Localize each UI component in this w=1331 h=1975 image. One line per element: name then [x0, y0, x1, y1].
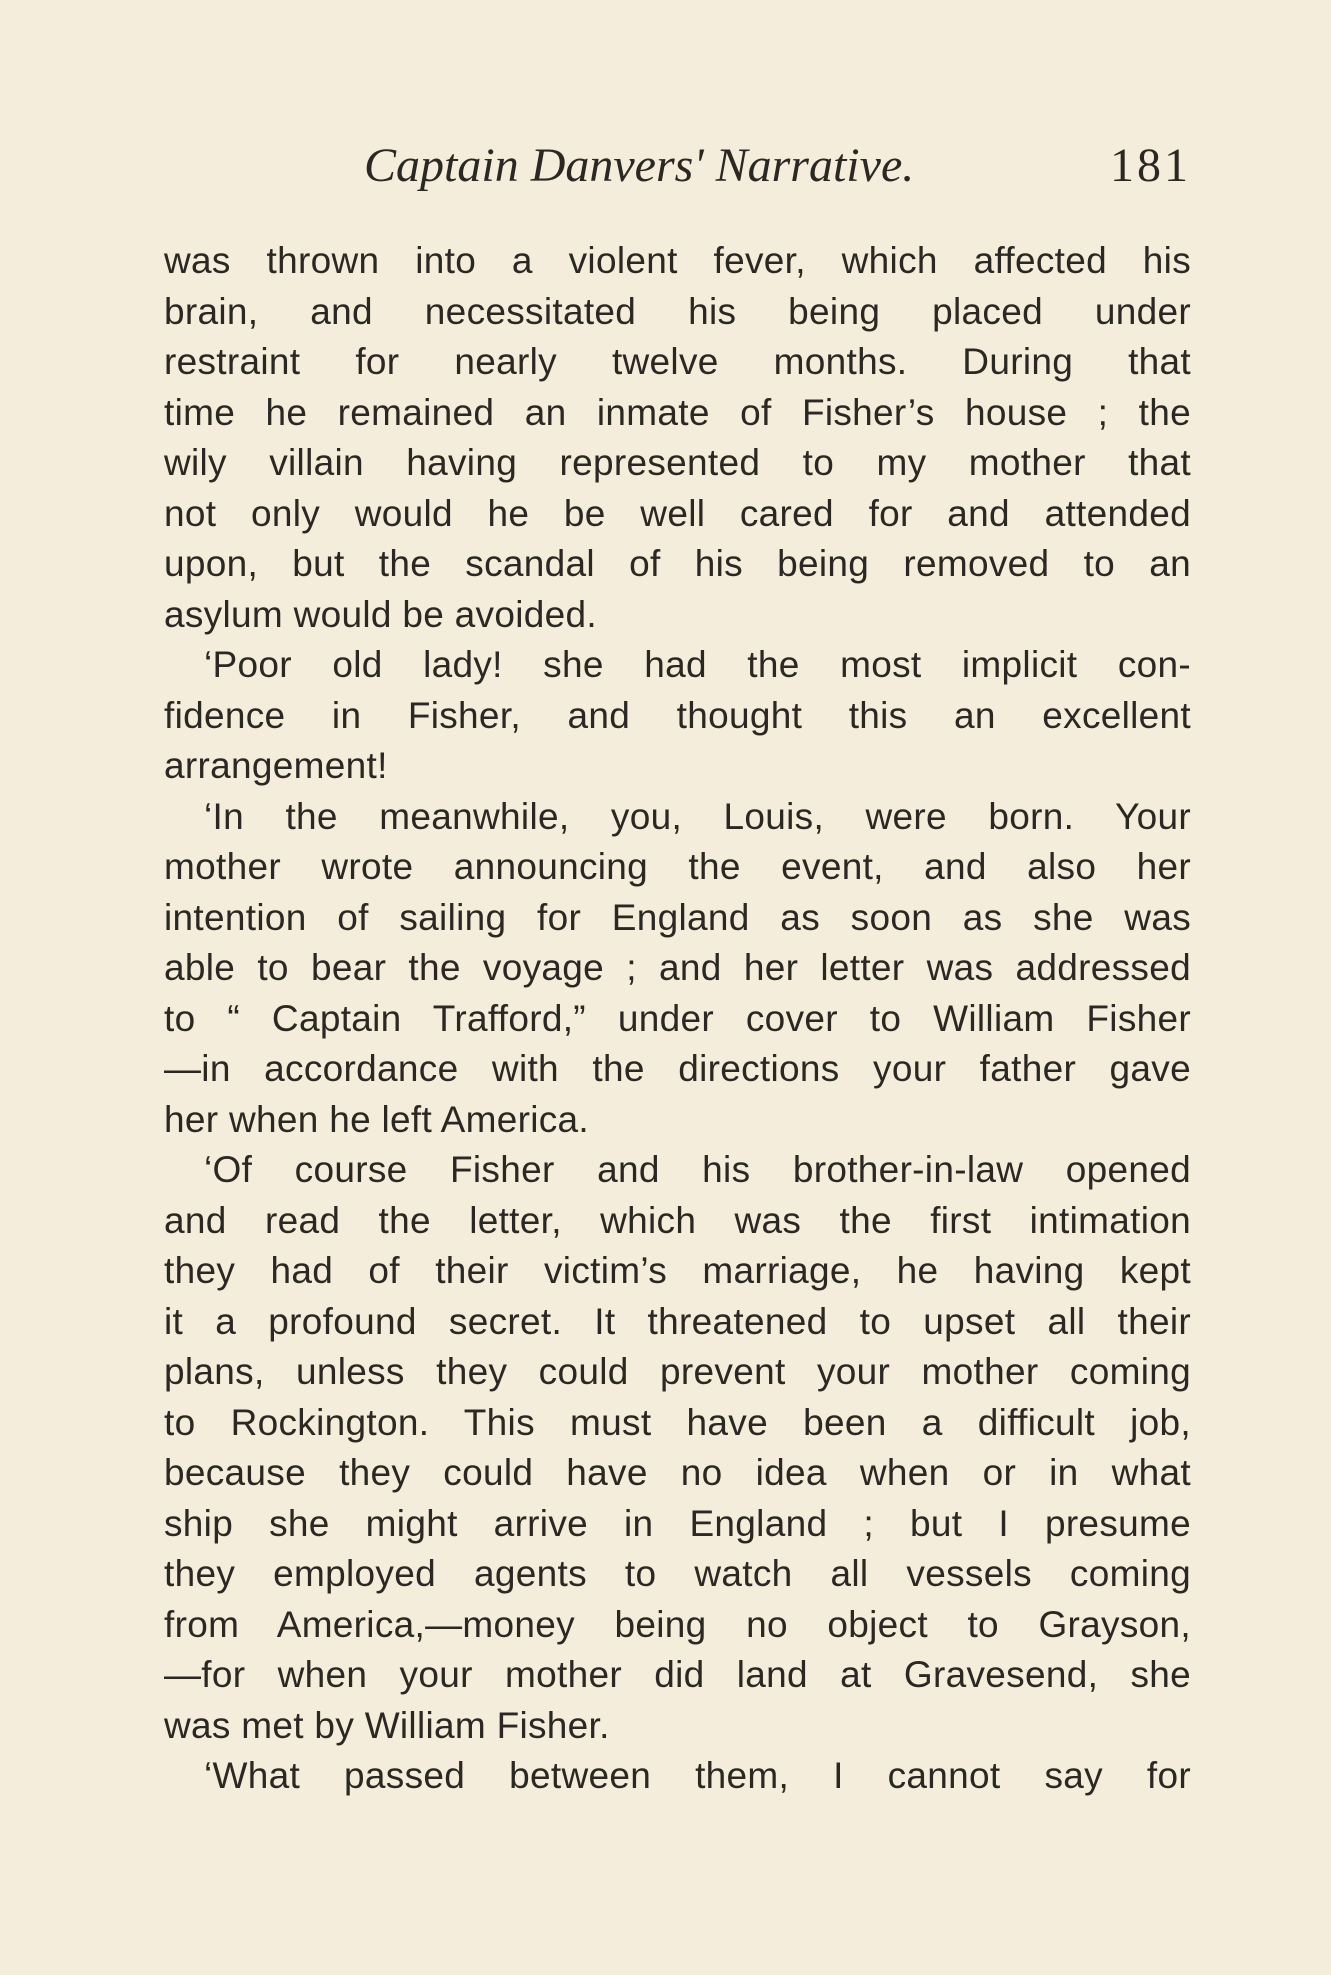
- text-line: ‘What passed between them, I cannot say for: [204, 1755, 1191, 1796]
- text-line: it a profound secret. It threatened to upset all their: [164, 1300, 1191, 1342]
- text-line: not only would he be well cared for and attended: [164, 492, 1191, 534]
- text-line: to “ Captain Trafford,” under cover to William Fisher: [164, 997, 1191, 1039]
- text-line: time he remained an inmate of Fisher’s house ; the: [164, 391, 1191, 433]
- text-line: plans, unless they could prevent your mother coming: [164, 1351, 1191, 1392]
- text-line: restraint for nearly twelve months. During that: [164, 341, 1191, 382]
- text-line: —in accordance with the directions your father gave: [164, 1048, 1191, 1089]
- text-line: wily villain having represented to my mother that: [164, 442, 1191, 483]
- text-line: ship she might arrive in England ; but I presume: [164, 1502, 1191, 1544]
- text-line: her when he left America.: [164, 1098, 589, 1140]
- text-line: they had of their victim’s marriage, he having kept: [164, 1250, 1191, 1291]
- text-line: arrangement!: [164, 745, 388, 786]
- text-line: ‘Poor old lady! she had the most implicit con-: [204, 644, 1191, 685]
- text-line: —for when your mother did land at Gravesend, she: [164, 1654, 1191, 1695]
- text-line: and read the letter, which was the first intimation: [164, 1199, 1191, 1241]
- page-number: 181: [1110, 139, 1191, 192]
- text-line: upon, but the scandal of his being removed to an: [164, 543, 1191, 584]
- text-line: was met by William Fisher.: [164, 1704, 610, 1746]
- text-line: from America,—money being no object to Grayson,: [164, 1603, 1191, 1645]
- text-line: able to bear the voyage ; and her letter was addressed: [164, 947, 1191, 988]
- text-line: to Rockington. This must have been a difficult job,: [164, 1401, 1191, 1443]
- text-line: was thrown into a violent fever, which affected his: [164, 240, 1191, 281]
- text-line: ‘Of course Fisher and his brother-in-law opened: [204, 1149, 1191, 1190]
- page-header: [164, 136, 1191, 196]
- running-title: Captain Danvers' Narrative.: [364, 139, 915, 192]
- text-line: asylum would be avoided.: [164, 593, 597, 635]
- text-line: intention of sailing for England as soon as she was: [164, 896, 1191, 938]
- text-line: brain, and necessitated his being placed under: [164, 290, 1191, 332]
- text-line: ‘In the meanwhile, you, Louis, were born. Your: [204, 795, 1191, 837]
- text-line: because they could have no idea when or in what: [164, 1452, 1191, 1493]
- text-line: mother wrote announcing the event, and also her: [164, 846, 1191, 887]
- text-line: they employed agents to watch all vessels coming: [164, 1553, 1191, 1594]
- text-line: fidence in Fisher, and thought this an excellent: [164, 694, 1191, 736]
- page-body-text: [164, 236, 1191, 1802]
